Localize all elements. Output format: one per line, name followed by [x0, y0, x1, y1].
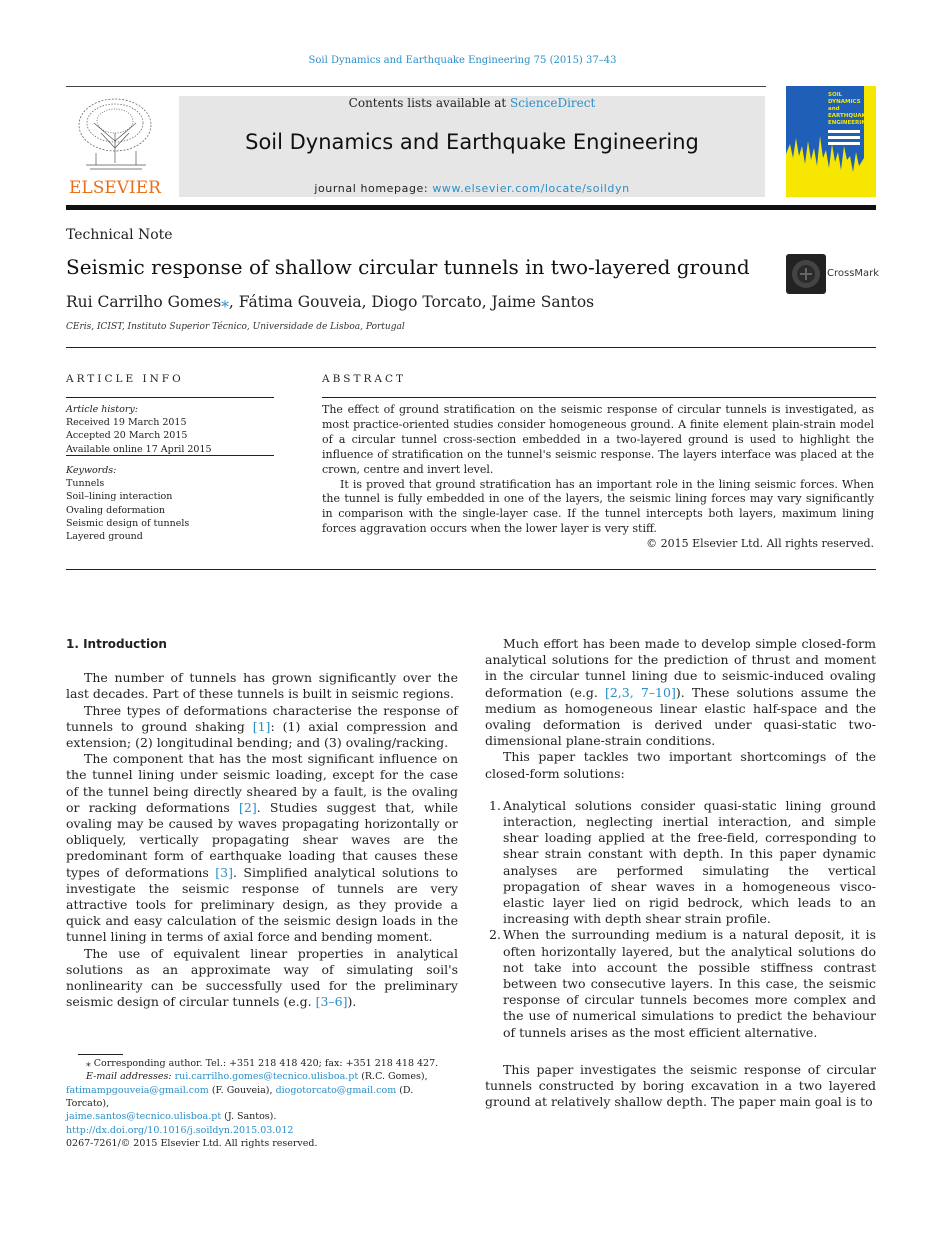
body-paragraph: The number of tunnels has grown significantly over the last decades. Part of these tunnels is built in seismic regions. — [66, 670, 458, 702]
email-addresses — [66, 1070, 458, 1083]
text-run: The use of equivalent linear properties in analytical solutions as an approximate way of simulating soil's nonlinearity can be successfully used for the preliminary seismic design of circular tunnels (e.g. — [66, 945, 458, 1010]
issn-copyright: 0267-7261/© 2015 Elsevier Ltd. All rights reserved. — [66, 1138, 318, 1149]
body-paragraph — [485, 636, 876, 749]
keywords-label: Keywords: — [66, 465, 117, 476]
body-right-column-continued — [485, 1062, 876, 1111]
keyword: Seismic design of tunnels — [66, 517, 190, 529]
svg-text:ELSEVIER: ELSEVIER — [69, 178, 161, 197]
journal-reference[interactable]: Soil Dynamics and Earthquake Engineering 75 (2015) 37–43 — [308, 55, 617, 66]
list-number: 1. — [489, 797, 501, 813]
crossmark-badge[interactable] — [786, 254, 878, 294]
crossmark-label: CrossMark — [827, 268, 880, 279]
text-run: . Simplified analytical solutions to investigate the seismic response of tunnels are very attractive tools for preliminary design, as they provide a quick and easy calculation of the seismic design loads in the tunnel lining in terms of axial force and bending moment. — [66, 864, 458, 945]
email-owner: (J. Santos). — [221, 1111, 277, 1123]
history-received: Received 19 March 2015 — [66, 417, 187, 429]
citation-link[interactable]: [1] — [252, 718, 271, 734]
history-accepted: Accepted 20 March 2015 — [66, 430, 188, 442]
history-online: Available online 17 April 2015 — [66, 443, 212, 455]
keyword: Ovaling deformation — [66, 504, 165, 516]
author-list — [66, 293, 594, 311]
svg-text:SOIL: SOIL — [828, 92, 843, 98]
shortcomings-list — [485, 798, 876, 1041]
header-divider — [66, 86, 766, 87]
author-gomes: Rui Carrilho Gomes — [66, 293, 222, 311]
text-run: The component that has the most significant influence on the tunnel lining under seismic loading, except for the case of the tunnel being directly sheared by a fault, is the ovaling or racking deformations — [66, 751, 458, 815]
divider — [322, 397, 876, 398]
text-run: Much effort has been made to develop simple closed-form analytical solutions for the prediction of thrust and moment in the circular tunnel lining due to seismic-induced ovaling deformation (e.g. — [485, 636, 876, 700]
divider — [66, 397, 274, 398]
email-owner: (R.C. Gomes), — [358, 1071, 428, 1083]
crossmark-icon — [786, 254, 826, 294]
email-label: E-mail addresses: — [86, 1071, 175, 1083]
citation-link[interactable]: [3] — [215, 864, 233, 880]
journal-cover-thumbnail[interactable] — [786, 86, 876, 197]
abstract-paragraph: The effect of ground stratification on the seismic response of circular tunnels is investigated, as most practice-oriented studies consider homogeneous ground. A finite element plain-strain model of a circular tunnel cross-section embedded in a two-layered ground is used to highlight the influence of stratification on the tunnel's seismic response. The layers interface was placed at the crown, centre and invert level. — [322, 403, 874, 476]
doi-block — [66, 1124, 318, 1150]
journal-title: Soil Dynamics and Earthquake Engineering — [245, 130, 699, 154]
divider — [66, 569, 876, 570]
homepage-line — [179, 182, 765, 195]
email-addresses-continued — [66, 1110, 458, 1123]
article-history — [66, 403, 274, 456]
text-run: : (1) axial compression and extension; (2) longitudinal bending; and (3) ovaling/racking. — [66, 718, 458, 751]
body-paragraph: This paper investigates the seismic response of circular tunnels constructed by boring excavation in a two layered ground at relatively shallow depth. The paper main goal is to — [485, 1062, 876, 1110]
list-item — [485, 798, 876, 928]
section-heading: 1. Introduction — [66, 637, 167, 651]
body-paragraph: This paper tackles two important shortcomings of the closed-form solutions: — [485, 749, 876, 781]
history-label: Article history: — [66, 404, 138, 415]
text-run: Three types of deformations characterise the response of tunnels to ground shaking — [66, 702, 458, 734]
corresponding-author-note: ⁎ Corresponding author. Tel.: +351 218 418 420; fax: +351 218 418 427. — [86, 1058, 439, 1069]
article-info-heading: ARTICLE INFO — [66, 373, 184, 385]
keyword: Layered ground — [66, 531, 143, 543]
article-type: Technical Note — [66, 227, 173, 243]
citation-link[interactable]: [2,3, 7–10] — [604, 684, 676, 700]
footnotes — [66, 1057, 458, 1123]
citation-link[interactable]: [3–6] — [315, 994, 348, 1010]
email-addresses-continued — [66, 1084, 458, 1111]
body-left-column — [66, 636, 458, 1010]
text-run: ). These solutions assume the medium as homogeneous linear elastic half-space and the ovaling deformation is derived under quasi-static two-dimensional plane-strain conditions. — [485, 684, 876, 749]
abstract-copyright: © 2015 Elsevier Ltd. All rights reserved. — [646, 537, 874, 551]
list-text: When the surrounding medium is a natural deposit, it is often horizontally layered, but the analytical solutions do not take into account the possible stiffness contrast between two consecutive layers. In this case, the seismic response of circular tunnels becomes more complex and the use of numerical simulations to predict the behaviour of tunnels arises as the most efficient alternative. — [503, 927, 876, 1040]
email-link[interactable]: rui.carrilho.gomes@tecnico.ulisboa.pt — [174, 1071, 359, 1083]
abstract-paragraph: It is proved that ground stratification has an important role in the lining seismic forces. When the tunnel is fully embedded in one of the layers, the seismic lining forces may vary significantly in comparison with the single-layer case. If the tunnel intercepts both layers, maximum lining forces aggravation occurs when the lower layer is very stiff. — [322, 477, 874, 536]
corresponding-author-mark[interactable]: ⁎ — [221, 293, 229, 311]
divider — [66, 347, 876, 348]
homepage-prefix: journal homepage: — [314, 182, 433, 195]
list-text: Analytical solutions consider quasi-static lining ground interaction, neglecting inertial interaction, and simple shear loading applied at the free-field, corresponding to shear strain constant with depth. In this paper dynamic analyses are performed simulating the vertical propagation of shear waves in a homogeneous visco-elastic layer lied on rigid bedrock, which leads to an increasing with depth shear strain profile. — [503, 797, 876, 927]
email-owner: (F. Gouveia), — [208, 1084, 276, 1096]
body-paragraph — [66, 946, 458, 1011]
text-run: . Studies suggest that, while ovaling may be caused by waves propagating horizontally or obliquely, vertically propagating shear waves are the predominant form of earthquake loading that causes these types of deformations — [66, 799, 458, 880]
journal-header-box — [179, 96, 765, 197]
body-paragraph — [66, 751, 458, 945]
abstract-text — [322, 403, 874, 552]
email-link[interactable]: diogotorcato@gmail.com — [275, 1084, 397, 1096]
svg-text:EARTHQUAKE: EARTHQUAKE — [828, 113, 870, 119]
doi-link[interactable]: http://dx.doi.org/10.1016/j.soildyn.2015.03.012 — [66, 1125, 294, 1136]
svg-text:and: and — [828, 106, 840, 112]
homepage-link[interactable]: www.elsevier.com/locate/soildyn — [432, 182, 630, 195]
elsevier-logo — [66, 93, 164, 197]
contents-line — [179, 96, 765, 110]
header-thick-rule — [66, 205, 876, 210]
keyword: Tunnels — [66, 478, 105, 490]
text-run: ). — [347, 994, 357, 1010]
sciencedirect-link[interactable]: ScienceDirect — [510, 96, 596, 110]
list-item — [485, 927, 876, 1040]
svg-text:DYNAMICS: DYNAMICS — [828, 99, 861, 105]
keywords — [66, 464, 274, 543]
body-right-column — [485, 636, 876, 1041]
abstract-heading: ABSTRACT — [322, 373, 407, 385]
email-link[interactable]: jaime.santos@tecnico.ulisboa.pt — [66, 1111, 222, 1123]
svg-text:ENGINEERING: ENGINEERING — [828, 120, 871, 126]
affiliation: CEris, ICIST, Instituto Superior Técnico, Universidade de Lisboa, Portugal — [66, 322, 405, 332]
author-others: , Fátima Gouveia, Diogo Torcato, Jaime Santos — [228, 293, 595, 311]
email-link[interactable]: fatimampgouveia@gmail.com — [66, 1084, 209, 1096]
footnote-divider — [78, 1054, 123, 1055]
divider — [66, 455, 274, 456]
body-paragraph — [66, 703, 458, 752]
contents-prefix: Contents lists available at — [348, 96, 511, 110]
list-number: 2. — [489, 927, 501, 943]
article-title: Seismic response of shallow circular tunnels in two-layered ground — [66, 255, 750, 279]
keyword: Soil–lining interaction — [66, 491, 173, 503]
citation-link[interactable]: [2] — [239, 799, 257, 815]
email-owner: (D. Torcato), — [66, 1084, 414, 1109]
